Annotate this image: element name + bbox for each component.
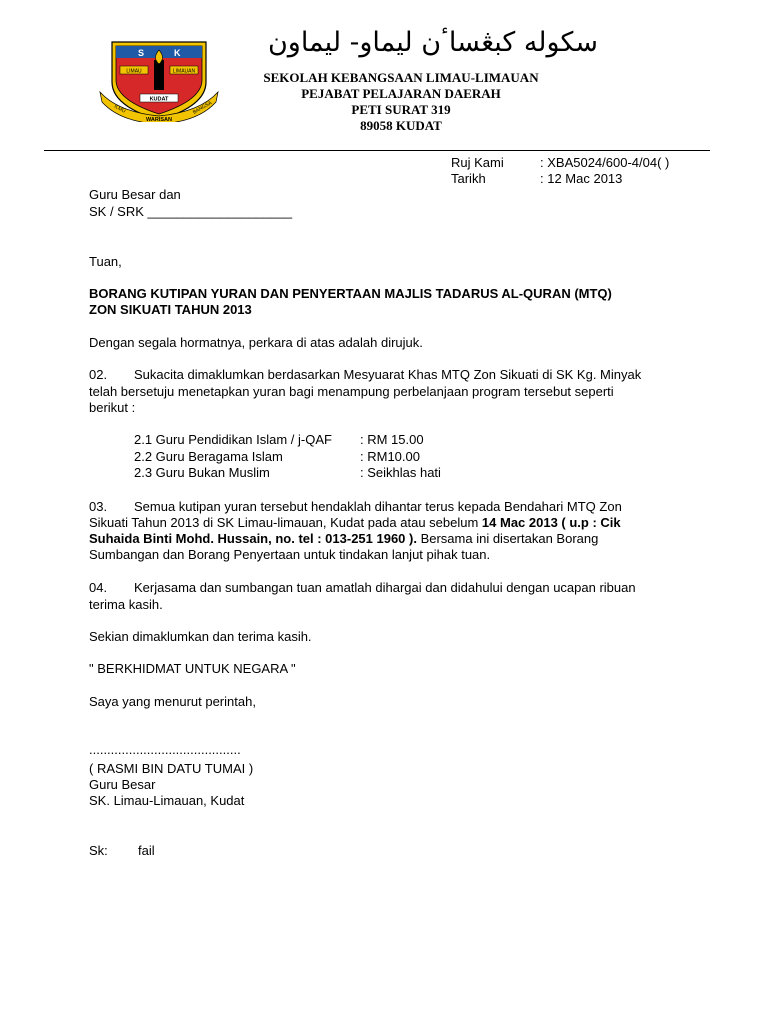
jawi-school-title: سکوله کبڠساٴن ليماو- ليماون [267,27,599,58]
para03-line2 [89,515,621,532]
logo-ribbon-left: LIMAU [126,68,142,75]
closing-thanks: Sekian dimaklumkan dan terima kasih. [89,629,312,644]
recipient-line1: Guru Besar dan [89,187,181,202]
tarikh-value: : 12 Mac 2013 [540,171,623,186]
para02-line3: berikut : [89,400,136,415]
logo-initial-left: S [138,48,145,58]
para03-number: 03. [89,499,108,514]
intro-paragraph: Dengan segala hormatnya, perkara di atas adalah dirujuk. [89,335,423,350]
header-divider [44,150,710,151]
recipient-line2: SK / SRK ____________________ [89,204,293,219]
ruj-value: : XBA5024/600-4/04( ) [540,155,670,170]
salutation: Tuan, [89,254,122,269]
cc-value: fail [138,843,155,858]
school-crest-logo [98,36,220,122]
logo-motto-right: BANGSA [192,100,214,116]
logo-town: KUDAT [149,96,169,103]
fee-label: 2.1 Guru Pendidikan Islam / j-QAF [134,432,332,447]
para03-line3-text: Bersama ini disertakan Borang [416,531,599,546]
logo-motto-center: WARISAN [146,117,172,122]
fee-value: : Seikhlas hati [360,465,441,480]
para04-line1: Kerjasama dan sumbangan tuan amatlah dihargai dan didahului dengan ucapan ribuan [134,580,636,595]
signature-line: .......................................... [89,742,241,757]
fee-label: 2.2 Guru Beragama Islam [134,449,283,464]
logo-initial-right: K [174,48,181,58]
subject-line1: BORANG KUTIPAN YURAN DAN PENYERTAAN MAJLIS TADARUS AL-QURAN (MTQ) [89,286,612,301]
po-box: PETI SURAT 319 [351,102,451,117]
para03-line1: Semua kutipan yuran tersebut hendaklah dihantar terus kepada Bendahari MTQ Zon [134,499,622,514]
cc-label: Sk: [89,843,108,858]
postcode-city: 89058 KUDAT [360,118,442,133]
para03-contact: Suhaida Binti Mohd. Hussain, no. tel : 013-251 1960 ). [89,531,417,546]
closing-order: Saya yang menurut perintah, [89,694,256,709]
para03-line4: Sumbangan dan Borang Penyertaan untuk tindakan lanjut pihak tuan. [89,547,491,562]
para02-line1: Sukacita dimaklumkan berdasarkan Mesyuarat Khas MTQ Zon Sikuati di SK Kg. Minyak [134,367,642,382]
signatory-title: Guru Besar [89,777,156,792]
logo-ribbon-right: LIMAUAN [172,68,196,75]
para03-line3 [89,531,598,548]
office-name: PEJABAT PELAJARAN DAERAH [301,86,501,101]
motto: " BERKHIDMAT UNTUK NEGARA " [89,661,296,676]
subject-line2: ZON SIKUATI TAHUN 2013 [89,302,252,317]
para03-deadline: 14 Mac 2013 ( u.p : Cik [481,515,621,530]
tarikh-label: Tarikh [451,171,486,186]
para04-number: 04. [89,580,108,595]
logo-motto-left: ILMU [113,103,127,115]
fee-value: : RM 15.00 [360,432,424,447]
ruj-label: Ruj Kami [451,155,504,170]
fee-value: : RM10.00 [360,449,420,464]
para04-line2: terima kasih. [89,597,163,612]
para02-line2: telah bersetuju menetapkan yuran bagi menampung perbelanjaan program tersebut seperti [89,384,614,399]
fee-label: 2.3 Guru Bukan Muslim [134,465,270,480]
signatory-name: ( RASMI BIN DATU TUMAI ) [89,761,254,776]
para02-number: 02. [89,367,108,382]
school-name: SEKOLAH KEBANGSAAN LIMAU-LIMAUAN [263,70,539,85]
signatory-school: SK. Limau-Limauan, Kudat [89,793,245,808]
para03-line2-text: Sikuati Tahun 2013 di SK Limau-limauan, Kudat pada atau sebelum [89,515,482,530]
